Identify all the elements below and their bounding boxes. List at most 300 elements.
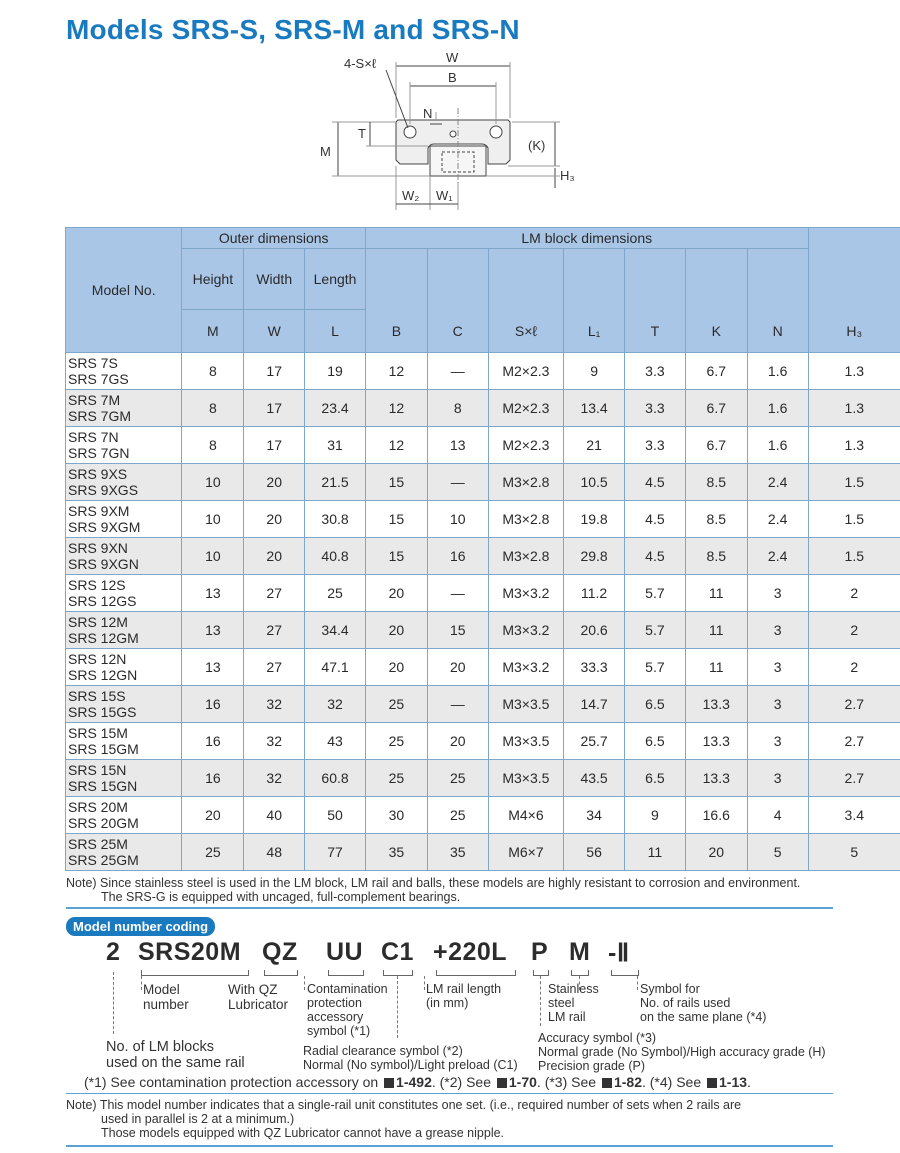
- value-cell: 3: [747, 575, 808, 612]
- value-cell: 25: [427, 797, 488, 834]
- value-cell: M3×2.8: [488, 464, 564, 501]
- value-cell: 2: [808, 575, 900, 612]
- value-cell: 20: [365, 612, 427, 649]
- value-cell: 21.5: [305, 464, 366, 501]
- model-name: SRS 9XN: [68, 540, 128, 556]
- symbol-b: B: [365, 310, 427, 353]
- value-cell: 15: [365, 538, 427, 575]
- model-cell: [66, 686, 182, 723]
- value-cell: 25: [365, 723, 427, 760]
- model-name: SRS 9XS: [68, 466, 128, 482]
- table-row: [66, 686, 900, 723]
- model-name-g: SRS 9XGN: [68, 556, 139, 572]
- note2-line3: Those models equipped with QZ Lubricator cannot have a grease nipple.: [101, 1126, 505, 1140]
- value-cell: 32: [305, 686, 366, 723]
- value-cell: 20.6: [564, 612, 625, 649]
- model-name: SRS 12N: [68, 651, 127, 667]
- leader-blocks: [113, 972, 114, 1034]
- value-cell: 8.5: [685, 501, 747, 538]
- value-cell: 47.1: [305, 649, 366, 686]
- model-name: SRS 20M: [68, 799, 128, 815]
- divider-middle: [66, 1093, 833, 1094]
- table-row: [66, 575, 900, 612]
- dim-w2-label: W₂: [402, 188, 420, 203]
- value-cell: 17: [244, 390, 305, 427]
- value-cell: 20: [365, 575, 427, 612]
- value-cell: 4: [747, 797, 808, 834]
- value-cell: 13.3: [685, 723, 747, 760]
- b-name-header: [365, 249, 427, 310]
- width-header: Width: [244, 249, 305, 310]
- model-cell: [66, 353, 182, 390]
- value-cell: 12: [365, 390, 427, 427]
- value-cell: 1.6: [747, 427, 808, 464]
- value-cell: 27: [244, 575, 305, 612]
- note1-line2: The SRS-G is equipped with uncaged, full-complement bearings.: [101, 890, 461, 904]
- symbol-sxl: S×ℓ: [488, 310, 564, 353]
- label-radial: Radial clearance symbol (*2) Normal (No symbol)/Light preload (C1): [303, 1044, 518, 1072]
- value-cell: 34: [564, 797, 625, 834]
- label-blocks: No. of LM blocks used on the same rail: [106, 1039, 245, 1071]
- value-cell: 11.2: [564, 575, 625, 612]
- model-name-g: SRS 15GS: [68, 704, 137, 720]
- model-cell: [66, 834, 182, 871]
- value-cell: 15: [365, 464, 427, 501]
- value-cell: 43.5: [564, 760, 625, 797]
- n-name-header: [747, 249, 808, 310]
- value-cell: 2.7: [808, 760, 900, 797]
- leader-uu: [304, 976, 305, 990]
- symbol-t: T: [625, 310, 686, 353]
- value-cell: 25: [365, 686, 427, 723]
- table-body: [66, 353, 900, 871]
- symbol-w: W: [244, 310, 305, 353]
- dim-n-label: N: [423, 106, 433, 121]
- value-cell: 2: [808, 649, 900, 686]
- model-cell: [66, 464, 182, 501]
- value-cell: 43: [305, 723, 366, 760]
- dim-holes-label: 4-S×ℓ: [344, 56, 377, 71]
- value-cell: 20: [427, 723, 488, 760]
- value-cell: 23.4: [305, 390, 366, 427]
- value-cell: —: [427, 464, 488, 501]
- model-name-g: SRS 9XGS: [68, 482, 139, 498]
- value-cell: 6.5: [625, 760, 686, 797]
- value-cell: 1.3: [808, 427, 900, 464]
- symbol-k: K: [685, 310, 747, 353]
- value-cell: —: [427, 575, 488, 612]
- value-cell: 77: [305, 834, 366, 871]
- page-ref-icon: [384, 1078, 394, 1088]
- dim-b-label: B: [448, 70, 457, 85]
- ref-text-5: .: [747, 1074, 751, 1090]
- value-cell: 2.4: [747, 501, 808, 538]
- value-cell: —: [427, 353, 488, 390]
- table-row: [66, 760, 900, 797]
- value-cell: 1.5: [808, 464, 900, 501]
- leader-c1: [397, 976, 398, 1038]
- value-cell: M3×3.2: [488, 612, 564, 649]
- leader-rails: [637, 976, 638, 990]
- value-cell: 16.6: [685, 797, 747, 834]
- model-cell: [66, 649, 182, 686]
- value-cell: M3×2.8: [488, 538, 564, 575]
- ref-text-4: . (*4) See: [641, 1074, 706, 1090]
- model-cell: [66, 538, 182, 575]
- code-p: P: [531, 938, 549, 966]
- table-row: [66, 501, 900, 538]
- value-cell: 13: [182, 649, 244, 686]
- model-name-g: SRS 20GM: [68, 815, 139, 831]
- value-cell: —: [427, 686, 488, 723]
- value-cell: 4.5: [625, 538, 686, 575]
- value-cell: 2.4: [747, 538, 808, 575]
- ref-page-1: 1-492: [396, 1074, 432, 1090]
- value-cell: 30.8: [305, 501, 366, 538]
- bracket-c1: [383, 970, 413, 976]
- value-cell: 27: [244, 612, 305, 649]
- value-cell: 19.8: [564, 501, 625, 538]
- t-name-header: [625, 249, 686, 310]
- value-cell: 25: [182, 834, 244, 871]
- value-cell: 9: [564, 353, 625, 390]
- table-row: [66, 834, 900, 871]
- value-cell: 5.7: [625, 575, 686, 612]
- ref-page-4: 1-13: [719, 1074, 748, 1090]
- value-cell: 1.3: [808, 390, 900, 427]
- value-cell: 10: [182, 538, 244, 575]
- height-header: Height: [182, 249, 244, 310]
- model-name: SRS 9XM: [68, 503, 130, 519]
- value-cell: 1.6: [747, 390, 808, 427]
- bracket-p: [533, 970, 549, 976]
- model-cell: [66, 501, 182, 538]
- dim-k-label: (K): [528, 138, 546, 153]
- value-cell: 16: [182, 686, 244, 723]
- value-cell: 32: [244, 686, 305, 723]
- h3-group-header: [808, 228, 900, 310]
- page-ref-icon: [602, 1078, 612, 1088]
- note-model-number: [66, 1098, 846, 1140]
- value-cell: 3: [747, 723, 808, 760]
- model-name: SRS 12M: [68, 614, 128, 630]
- code-length: +220L: [433, 938, 508, 966]
- value-cell: 11: [685, 612, 747, 649]
- bracket-rails: [611, 970, 639, 976]
- note2-line2: used in parallel is 2 at a minimum.): [101, 1112, 295, 1126]
- reference-line: [84, 1074, 751, 1090]
- dim-m-label: M: [320, 144, 331, 159]
- value-cell: 6.7: [685, 390, 747, 427]
- model-cell: [66, 612, 182, 649]
- model-name: SRS 15S: [68, 688, 126, 704]
- value-cell: 16: [182, 723, 244, 760]
- leader-model: [141, 976, 142, 990]
- page-ref-icon: [707, 1078, 717, 1088]
- value-cell: 10: [182, 501, 244, 538]
- value-cell: 13: [182, 612, 244, 649]
- value-cell: 31: [305, 427, 366, 464]
- value-cell: M2×2.3: [488, 427, 564, 464]
- symbol-m: M: [182, 310, 244, 353]
- table-row: [66, 390, 900, 427]
- value-cell: M6×7: [488, 834, 564, 871]
- page-title: Models SRS-S, SRS-M and SRS-N: [66, 14, 520, 45]
- model-name: SRS 15M: [68, 725, 128, 741]
- value-cell: 48: [244, 834, 305, 871]
- bracket-model: [141, 970, 249, 976]
- model-cell: [66, 760, 182, 797]
- table-row: [66, 723, 900, 760]
- code-model: SRS20M: [138, 938, 242, 966]
- table-row: [66, 612, 900, 649]
- value-cell: 40.8: [305, 538, 366, 575]
- model-name-g: SRS 25GM: [68, 852, 139, 868]
- value-cell: M2×2.3: [488, 353, 564, 390]
- note2-line1: Note) This model number indicates that a single-rail unit constitutes one set. (i.e., required number of sets when 2 rails are: [66, 1098, 742, 1112]
- value-cell: 10: [427, 501, 488, 538]
- value-cell: 3: [747, 612, 808, 649]
- model-name: SRS 25M: [68, 836, 128, 852]
- value-cell: 6.5: [625, 686, 686, 723]
- code-m: M: [569, 938, 591, 966]
- value-cell: M3×3.2: [488, 649, 564, 686]
- page-ref-icon: [497, 1078, 507, 1088]
- label-contamination: Contamination protection accessory symbol (*1): [307, 982, 388, 1038]
- value-cell: 8.5: [685, 538, 747, 575]
- value-cell: M3×2.8: [488, 501, 564, 538]
- model-name-g: SRS 15GN: [68, 778, 138, 794]
- model-name-g: SRS 12GS: [68, 593, 137, 609]
- c-name-header: [427, 249, 488, 310]
- label-stainless: Stainless steel LM rail: [548, 982, 599, 1024]
- value-cell: M4×6: [488, 797, 564, 834]
- symbol-l: L: [305, 310, 366, 353]
- table-row: [66, 797, 900, 834]
- value-cell: 2: [808, 612, 900, 649]
- value-cell: 34.4: [305, 612, 366, 649]
- label-rail-length: LM rail length (in mm): [426, 982, 502, 1010]
- value-cell: 12: [365, 427, 427, 464]
- dim-w-label: W: [446, 50, 459, 65]
- value-cell: 25: [305, 575, 366, 612]
- model-cell: [66, 390, 182, 427]
- model-name: SRS 7S: [68, 355, 118, 371]
- model-name-g: SRS 12GN: [68, 667, 138, 683]
- code-uu: UU: [326, 938, 364, 966]
- label-model-number: Model number: [143, 982, 189, 1012]
- value-cell: 50: [305, 797, 366, 834]
- value-cell: 1.5: [808, 501, 900, 538]
- value-cell: 6.5: [625, 723, 686, 760]
- value-cell: 1.3: [808, 353, 900, 390]
- value-cell: 5.7: [625, 612, 686, 649]
- model-name: SRS 7M: [68, 392, 121, 408]
- value-cell: 3.4: [808, 797, 900, 834]
- value-cell: 20: [365, 649, 427, 686]
- code-rails: -Ⅱ: [608, 939, 630, 967]
- value-cell: 25.7: [564, 723, 625, 760]
- k-name-header: [685, 249, 747, 310]
- value-cell: 27: [244, 649, 305, 686]
- value-cell: 5.7: [625, 649, 686, 686]
- value-cell: 19: [305, 353, 366, 390]
- model-name-g: SRS 7GM: [68, 408, 132, 424]
- value-cell: 17: [244, 427, 305, 464]
- value-cell: 1.6: [747, 353, 808, 390]
- dimensions-table: [65, 227, 900, 871]
- value-cell: 20: [685, 834, 747, 871]
- value-cell: 8: [427, 390, 488, 427]
- note1-line1: Note) Since stainless steel is used in the LM block, LM rail and balls, these models are highly resistant to corrosion and environment.: [66, 876, 801, 890]
- value-cell: 5: [747, 834, 808, 871]
- value-cell: 8: [182, 390, 244, 427]
- symbol-n: N: [747, 310, 808, 353]
- value-cell: 56: [564, 834, 625, 871]
- value-cell: 13.3: [685, 760, 747, 797]
- value-cell: 6.7: [685, 427, 747, 464]
- model-cell: [66, 427, 182, 464]
- value-cell: 8.5: [685, 464, 747, 501]
- model-name-g: SRS 9XGM: [68, 519, 141, 535]
- leader-p: [540, 976, 541, 1026]
- value-cell: 4.5: [625, 464, 686, 501]
- value-cell: 3.3: [625, 353, 686, 390]
- value-cell: 20: [244, 538, 305, 575]
- bracket-m: [571, 970, 589, 976]
- cross-section-diagram: [318, 48, 598, 218]
- dim-h3-label: H₃: [560, 168, 575, 183]
- value-cell: 29.8: [564, 538, 625, 575]
- value-cell: 11: [685, 575, 747, 612]
- value-cell: 5: [808, 834, 900, 871]
- value-cell: 4.5: [625, 501, 686, 538]
- value-cell: 21: [564, 427, 625, 464]
- model-name: SRS 12S: [68, 577, 126, 593]
- value-cell: 20: [244, 501, 305, 538]
- value-cell: 12: [365, 353, 427, 390]
- value-cell: M2×2.3: [488, 390, 564, 427]
- value-cell: 60.8: [305, 760, 366, 797]
- table-row: [66, 538, 900, 575]
- value-cell: 3.3: [625, 427, 686, 464]
- table-row: [66, 649, 900, 686]
- ref-page-3: 1-82: [613, 1074, 642, 1090]
- value-cell: 35: [427, 834, 488, 871]
- l1-name-header: [564, 249, 625, 310]
- code-blocks: 2: [106, 938, 121, 966]
- model-name-g: SRS 15GM: [68, 741, 139, 757]
- model-name-g: SRS 7GS: [68, 371, 129, 387]
- value-cell: M3×3.2: [488, 575, 564, 612]
- value-cell: 32: [244, 760, 305, 797]
- model-cell: [66, 575, 182, 612]
- divider-top: [66, 907, 833, 909]
- model-name-g: SRS 7GN: [68, 445, 130, 461]
- value-cell: 13.4: [564, 390, 625, 427]
- value-cell: 2.4: [747, 464, 808, 501]
- leader-length: [424, 976, 425, 990]
- code-qz: QZ: [262, 938, 298, 966]
- value-cell: 3: [747, 649, 808, 686]
- outer-dimensions-header: Outer dimensions: [182, 228, 366, 249]
- dim-t-label: T: [358, 126, 366, 141]
- value-cell: M3×3.5: [488, 686, 564, 723]
- model-header: Model No.: [66, 228, 182, 353]
- value-cell: 17: [244, 353, 305, 390]
- value-cell: 35: [365, 834, 427, 871]
- label-symbol-rails: Symbol for No. of rails used on the same plane (*4): [640, 982, 767, 1024]
- value-cell: 14.7: [564, 686, 625, 723]
- value-cell: 8: [182, 427, 244, 464]
- bracket-uu: [328, 970, 364, 976]
- value-cell: 16: [427, 538, 488, 575]
- code-c1: C1: [381, 938, 414, 966]
- value-cell: 32: [244, 723, 305, 760]
- value-cell: M3×3.5: [488, 723, 564, 760]
- note-stainless: [66, 876, 800, 904]
- value-cell: 20: [244, 464, 305, 501]
- value-cell: 20: [182, 797, 244, 834]
- table-row: [66, 353, 900, 390]
- bracket-length: [436, 970, 516, 976]
- value-cell: 25: [365, 760, 427, 797]
- sxl-name-header: [488, 249, 564, 310]
- value-cell: 1.5: [808, 538, 900, 575]
- value-cell: M3×3.5: [488, 760, 564, 797]
- table-row: [66, 427, 900, 464]
- value-cell: 3: [747, 760, 808, 797]
- value-cell: 10: [182, 464, 244, 501]
- value-cell: 40: [244, 797, 305, 834]
- value-cell: 10.5: [564, 464, 625, 501]
- model-name-g: SRS 12GM: [68, 630, 139, 646]
- dim-w1-label: W₁: [436, 188, 453, 203]
- value-cell: 3.3: [625, 390, 686, 427]
- lm-block-dimensions-header: LM block dimensions: [365, 228, 808, 249]
- symbol-c: C: [427, 310, 488, 353]
- value-cell: 15: [365, 501, 427, 538]
- ref-page-2: 1-70: [508, 1074, 537, 1090]
- value-cell: 2.7: [808, 686, 900, 723]
- ref-text-2: . (*2) See: [431, 1074, 495, 1090]
- ref-text-1: (*1) See contamination protection accessory on: [84, 1074, 383, 1090]
- symbol-h3: H₃: [808, 310, 900, 353]
- value-cell: 3: [747, 686, 808, 723]
- bracket-qz: [264, 970, 298, 976]
- model-coding-badge: Model number coding: [66, 917, 215, 936]
- model-name: SRS 7N: [68, 429, 119, 445]
- value-cell: 11: [685, 649, 747, 686]
- value-cell: 13.3: [685, 686, 747, 723]
- value-cell: 15: [427, 612, 488, 649]
- value-cell: 11: [625, 834, 686, 871]
- value-cell: 16: [182, 760, 244, 797]
- length-header: Length: [305, 249, 366, 310]
- value-cell: 33.3: [564, 649, 625, 686]
- value-cell: 6.7: [685, 353, 747, 390]
- value-cell: 8: [182, 353, 244, 390]
- value-cell: 2.7: [808, 723, 900, 760]
- ref-text-3: . (*3) See: [536, 1074, 600, 1090]
- value-cell: 25: [427, 760, 488, 797]
- value-cell: 20: [427, 649, 488, 686]
- symbol-l1: L₁: [564, 310, 625, 353]
- model-cell: [66, 723, 182, 760]
- value-cell: 9: [625, 797, 686, 834]
- model-cell: [66, 797, 182, 834]
- divider-bottom: [66, 1145, 833, 1147]
